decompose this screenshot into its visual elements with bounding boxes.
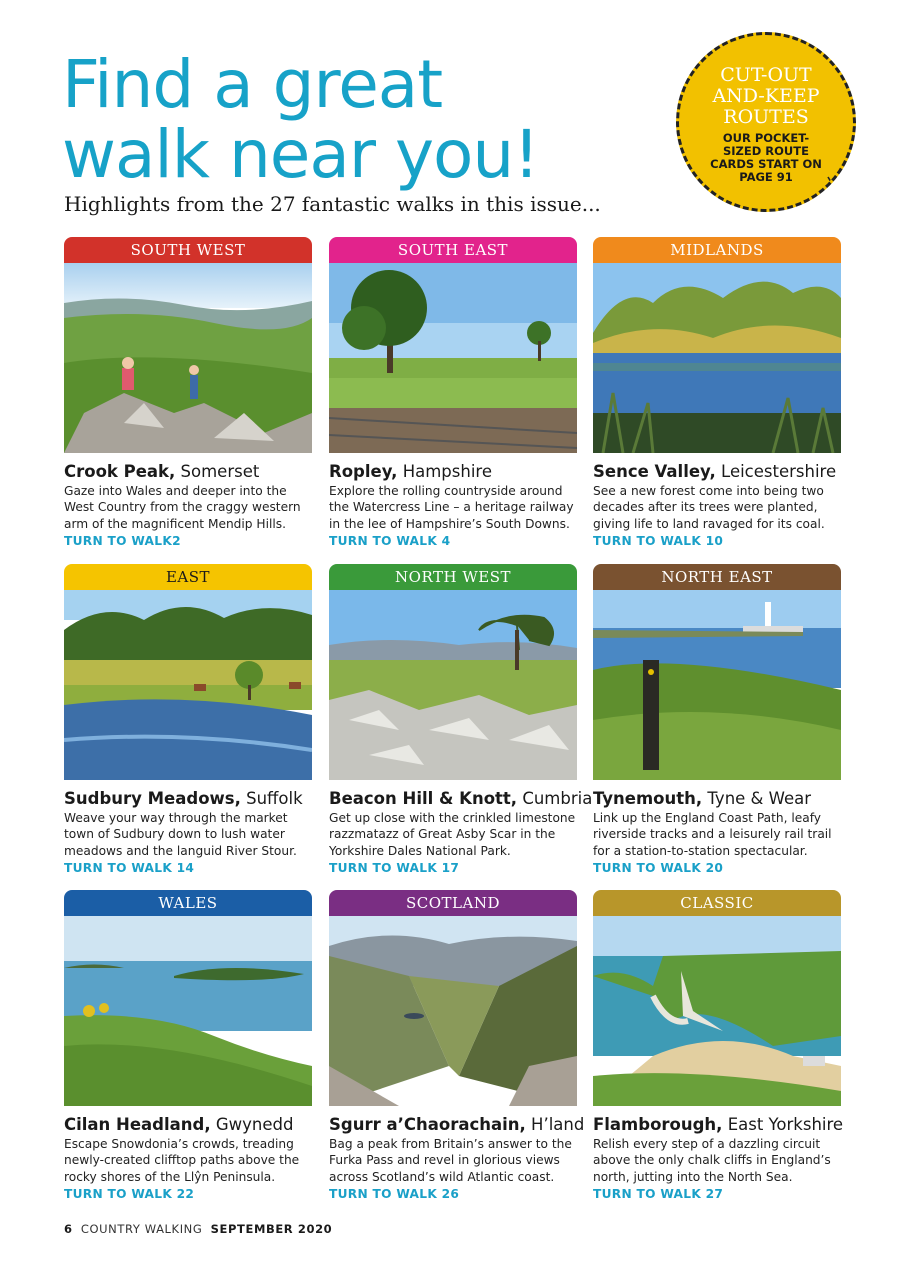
tynemouth-photo <box>593 590 841 780</box>
walk-county: Tyne & Wear <box>702 789 812 808</box>
region-band: EAST <box>64 564 312 590</box>
headline-line-2: walk near you! <box>62 116 539 193</box>
walk-title <box>64 789 312 809</box>
badge-title-line-1: CUT-OUT <box>720 64 812 86</box>
turn-to-walk-link[interactable]: TURN TO WALK 22 <box>64 1187 195 1202</box>
walk-place: Sence Valley, <box>593 462 716 481</box>
issue-date: SEPTEMBER 2020 <box>210 1222 333 1236</box>
walk-place: Sudbury Meadows, <box>64 789 241 808</box>
walk-place: Sgurr a’Chaorachain, <box>329 1115 526 1134</box>
page-headline <box>62 46 622 193</box>
walk-description: See a new forest come into being two decades after its trees were planted, giving life to land ravaged for its coal. <box>593 484 825 531</box>
walk-county: Cumbria <box>517 789 593 808</box>
walk-county: Hampshire <box>397 462 492 481</box>
walk-description: Weave your way through the market town of Sudbury down to lush water meadows and the languid River Stour. <box>64 811 297 858</box>
walk-title <box>329 1115 585 1135</box>
walk-title <box>329 789 593 809</box>
walk-title <box>64 462 312 482</box>
walk-place: Ropley, <box>329 462 398 481</box>
walk-description: Get up close with the crinkled limestone razzmatazz of Great Asby Scar in the Yorkshire Dales National Park. <box>329 811 576 858</box>
region-band: MIDLANDS <box>593 237 841 263</box>
badge-title <box>679 65 853 128</box>
turn-to-walk-link[interactable]: TURN TO WALK 10 <box>593 534 724 549</box>
turn-to-walk-link[interactable]: TURN TO WALK 20 <box>593 861 724 876</box>
scissors-icon <box>823 175 843 197</box>
page-footer <box>64 1222 332 1236</box>
turn-to-walk-link[interactable]: TURN TO WALK 27 <box>593 1187 724 1202</box>
ropley-photo <box>329 263 577 453</box>
badge-subtitle: OUR POCKET-SIZED ROUTE CARDS START ON PAGE 91 <box>710 131 822 184</box>
walk-card-north-east[interactable] <box>593 564 841 876</box>
walk-title <box>593 789 841 809</box>
badge-title-line-2: AND-KEEP <box>712 85 820 107</box>
walk-title <box>593 1115 844 1135</box>
region-band: CLASSIC <box>593 890 841 916</box>
walk-description: Explore the rolling countryside around the Watercress Line – a heritage railway in the lee of Hampshire’s South Downs. <box>329 484 574 531</box>
region-band: NORTH EAST <box>593 564 841 590</box>
walk-place: Tynemouth, <box>593 789 703 808</box>
walk-card-east[interactable] <box>64 564 312 876</box>
walk-place: Beacon Hill & Knott, <box>329 789 518 808</box>
walk-card-midlands[interactable] <box>593 237 841 549</box>
walk-county: H’land <box>525 1115 585 1134</box>
walk-title <box>64 1115 312 1135</box>
sence-valley-photo <box>593 263 841 453</box>
walk-county: Leicestershire <box>715 462 837 481</box>
page-subhead: Highlights from the 27 fantastic walks in this issue... <box>64 192 601 216</box>
walk-description: Gaze into Wales and deeper into the West Country from the craggy western arm of the magnificent Mendip Hills. <box>64 484 301 531</box>
walk-place: Crook Peak, <box>64 462 176 481</box>
turn-to-walk-link[interactable]: TURN TO WALK 17 <box>329 861 460 876</box>
walk-description: Bag a peak from Britain’s answer to the Furka Pass and revel in glorious views across Scotland’s wild Atlantic coast. <box>329 1137 572 1184</box>
turn-to-walk-link[interactable]: TURN TO WALK 14 <box>64 861 195 876</box>
walk-county: Somerset <box>175 462 260 481</box>
flamborough-photo <box>593 916 841 1106</box>
walk-description: Link up the England Coast Path, leafy riverside tracks and a leisurely rail trail for a station-to-station spectacular. <box>593 811 832 858</box>
walk-county: East Yorkshire <box>722 1115 844 1134</box>
walk-description: Escape Snowdonia’s crowds, treading newly-created clifftop paths above the rocky shores of the Llŷn Peninsula. <box>64 1137 300 1184</box>
turn-to-walk-link[interactable]: TURN TO WALK2 <box>64 534 181 549</box>
cilan-headland-photo <box>64 916 312 1106</box>
walk-card-south-west[interactable] <box>64 237 312 549</box>
cut-out-routes-badge <box>676 32 856 212</box>
badge-title-line-3: ROUTES <box>723 106 809 128</box>
walk-title <box>593 462 841 482</box>
headline-line-1: Find a great <box>62 46 443 123</box>
walk-card-scotland[interactable] <box>329 890 585 1202</box>
region-band: WALES <box>64 890 312 916</box>
crook-peak-photo <box>64 263 312 453</box>
turn-to-walk-link[interactable]: TURN TO WALK 26 <box>329 1187 460 1202</box>
magazine-name: COUNTRY WALKING <box>80 1222 203 1236</box>
walk-place: Cilan Headland, <box>64 1115 211 1134</box>
walk-county: Gwynedd <box>210 1115 294 1134</box>
walk-description: Relish every step of a dazzling circuit above the only chalk cliffs in England’s north, jutting into the North Sea. <box>593 1137 831 1184</box>
walk-title <box>329 462 577 482</box>
walk-place: Flamborough, <box>593 1115 723 1134</box>
sgurr-a-chaorachain-photo <box>329 916 577 1106</box>
walk-county: Suffolk <box>240 789 303 808</box>
walk-card-classic[interactable] <box>593 890 844 1202</box>
walk-card-north-west[interactable] <box>329 564 593 876</box>
sudbury-meadows-photo <box>64 590 312 780</box>
page-number: 6 <box>64 1222 73 1236</box>
walk-card-wales[interactable] <box>64 890 312 1202</box>
region-band: SOUTH EAST <box>329 237 577 263</box>
beacon-hill-photo <box>329 590 577 780</box>
region-band: SOUTH WEST <box>64 237 312 263</box>
turn-to-walk-link[interactable]: TURN TO WALK 4 <box>329 534 451 549</box>
region-band: NORTH WEST <box>329 564 577 590</box>
walk-card-south-east[interactable] <box>329 237 577 549</box>
region-band: SCOTLAND <box>329 890 577 916</box>
